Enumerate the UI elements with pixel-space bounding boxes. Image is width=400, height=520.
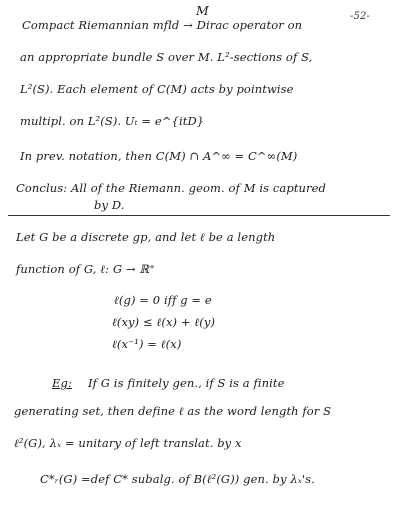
example-label: Eg: [52, 376, 72, 390]
text-line: C*ᵣ(G) =def C* subalg. of B(ℓ²(G)) gen. by λₓ's. [40, 472, 315, 486]
section-divider [8, 215, 390, 216]
text-line: generating set, then define ℓ as the word length for S [14, 404, 332, 418]
text-line: Compact Riemannian mfld → Dirac operator on [22, 18, 303, 32]
text-line: Conclus: All of the Riemann. geom. of M is captured [16, 181, 327, 195]
formula-line: ℓ(x⁻¹) = ℓ(x) [112, 337, 182, 351]
text-line: by D. [94, 198, 125, 212]
formula-line: ℓ(xy) ≤ ℓ(x) + ℓ(y) [112, 315, 216, 329]
text-line: an appropriate bundle S over M. L²-sections of S, [20, 50, 313, 64]
formula-line: ℓ(g) = 0 iff g = e [114, 293, 212, 307]
text-line: ℓ²(G), λₓ = unitary of left translat. by x [14, 436, 242, 450]
text-line: function of G, ℓ: G → ℝ⁺ [16, 262, 156, 276]
text-line: If G is finitely gen., if S is a finite [88, 376, 285, 390]
text-line: multipl. on L²(S). Uₜ = e^{itD} [20, 114, 205, 128]
text-line: Let G be a discrete gp, and let ℓ be a length [16, 230, 276, 244]
text-line: L²(S). Each element of C(M) acts by pointwise [20, 82, 294, 96]
page-number: -52- [350, 11, 370, 22]
text-line: In prev. notation, then C(M) ∩ A^∞ = C^∞(M) [20, 149, 298, 163]
section-header: M [196, 3, 209, 18]
